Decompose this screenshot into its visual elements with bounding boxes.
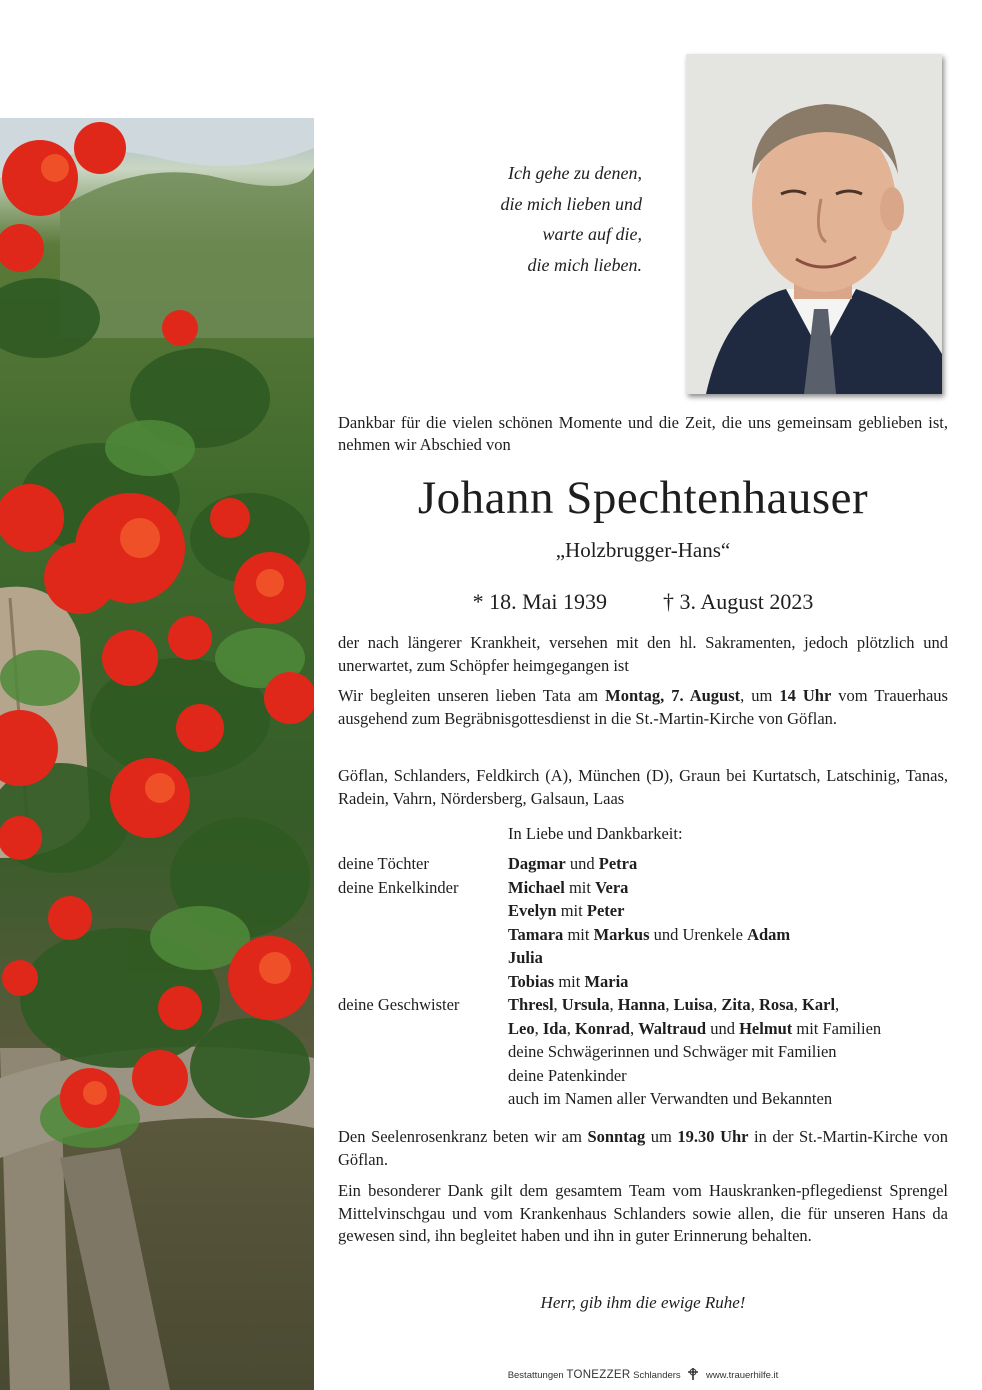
passing-text: der nach längerer Krankheit, versehen mit den hl. Sakramenten, jedoch plötzlich und unerwartet, zum Schöpfer heimgegangen ist [338, 633, 948, 675]
family-row [338, 852, 948, 876]
connector-text: mit [554, 971, 585, 991]
person-name: Thresl [508, 995, 554, 1014]
relation-label: deine Töchter [338, 854, 429, 873]
person-name: Dagmar [508, 854, 566, 873]
connector-text: mit [556, 901, 587, 920]
in-laws-text: deine Schwägerinnen und Schwäger mit Familien [508, 1042, 837, 1061]
death-date: † 3. August 2023 [663, 589, 814, 614]
relation-names [508, 970, 948, 994]
person-name: Evelyn [508, 901, 557, 920]
connector-text: und [565, 854, 599, 873]
connector-text: , [566, 1018, 575, 1038]
person-name: Ursula [561, 995, 610, 1014]
intro-text: Dankbar für die vielen schönen Momente und die Zeit, die uns gemeinsam geblieben ist, nehmen wir Abschied von [338, 413, 948, 454]
funeral-text-part: , um [740, 686, 780, 705]
person-name: Julia [508, 948, 543, 967]
person-name: Petra [598, 854, 638, 873]
relation-names [508, 946, 948, 970]
person-name: Ida [542, 1018, 567, 1038]
funeral-text-part: Wir begleiten unseren lieben Tata am [338, 686, 606, 705]
connector-text: , [553, 995, 562, 1014]
rosary-text-part: in der St.-Martin-Kirche von Göflan. [338, 1127, 948, 1169]
family-row [338, 923, 948, 947]
places-text: Göflan, Schlanders, Feldkirch (A), München (D), Graun bei Kurtatsch, Latschinig, Tanas, Radein, Vahrn, Nördersberg, Galsaun, Laas [338, 766, 948, 808]
poem-line: warte auf die, [542, 224, 642, 244]
relation-label: deine Geschwister [338, 995, 460, 1014]
family-row [338, 946, 948, 970]
person-name: Luisa [673, 995, 714, 1014]
funeral-text-part: vom Trauerhaus ausgehend zum Begräbnisgottesdienst in die St.-Martin-Kirche von Göflan. [338, 686, 948, 728]
connector-text: , [665, 995, 674, 1014]
connector-text: , [793, 995, 803, 1014]
connector-text: mit [563, 924, 594, 944]
relation-names [508, 923, 948, 947]
poem-line: die mich lieben und [500, 193, 642, 214]
life-dates [338, 588, 948, 616]
connector-text: , [835, 995, 840, 1014]
footer-suffix: Schlanders [633, 1370, 681, 1382]
person-name: Michael [508, 877, 565, 897]
rosary-text-part: um [645, 1127, 678, 1146]
poem-line: die mich lieben. [527, 254, 642, 275]
person-name: Peter [586, 901, 625, 920]
person-name: Tobias [508, 971, 555, 991]
poem [430, 158, 642, 280]
rosary-text-part: Den Seelenrosenkranz beten wir am [338, 1127, 588, 1146]
relation-label: deine Enkelkinder [338, 877, 459, 897]
person-name: Markus [593, 924, 650, 944]
person-name: Waltraud [638, 1018, 707, 1038]
relation-names [508, 852, 948, 876]
connector-text: mit [564, 877, 596, 897]
person-name: Konrad [574, 1018, 630, 1038]
relation-names [508, 876, 948, 900]
person-name: Adam [747, 924, 791, 944]
family-row [338, 1017, 948, 1041]
footer-website[interactable]: www.trauerhilfe.it [705, 1370, 779, 1382]
person-name: Leo [508, 1018, 535, 1038]
poem-line: Ich gehe zu denen, [508, 163, 642, 183]
footer [338, 1368, 948, 1383]
family-row [338, 993, 948, 1017]
connector-text: und [706, 1018, 740, 1038]
person-name: Tamara [508, 924, 564, 944]
rosary-time: 19.30 Uhr [677, 1127, 749, 1146]
connector-text: , [629, 1018, 639, 1038]
footer-prefix: Bestattungen [507, 1370, 564, 1382]
birth-date: * 18. Mai 1939 [472, 589, 608, 614]
footer-brand: TONEZZER [566, 1369, 631, 1382]
person-name: Zita [721, 995, 751, 1014]
connector-text: , [750, 995, 759, 1014]
thanks-text: Ein besonderer Dank gilt dem gesamtem Team vom Hauskranken-pflegedienst Sprengel Mittelvinschgau und vom Krankenhaus Schlanders sowie allen, die für unseren Hans da gewesen sind, ihn begleitet haben und ihn in guter Erinnerung behalten. [338, 1181, 948, 1245]
relation-names [508, 1017, 948, 1041]
funeral-day: Montag, 7. August [605, 686, 741, 705]
funeral-time: 14 Uhr [779, 686, 832, 705]
family-row [338, 899, 948, 923]
relation-names [508, 899, 948, 923]
rosary-text [338, 1126, 948, 1171]
rosary-day: Sonntag [587, 1127, 646, 1146]
family-row [338, 1040, 948, 1064]
person-name: Helmut [739, 1018, 793, 1038]
portrait-photo [686, 54, 942, 394]
relation-names [508, 993, 948, 1017]
closing-prayer: Herr, gib ihm die ewige Ruhe! [540, 1293, 746, 1312]
family-row [338, 876, 948, 900]
connector-text: mit Familien [792, 1018, 882, 1038]
connector-text: , [713, 995, 722, 1014]
family-row [338, 970, 948, 994]
geranium-illustration [0, 118, 314, 1390]
deceased-nickname: „Holzbrugger-Hans“ [555, 538, 731, 562]
godchildren-text: deine Patenkinder [508, 1065, 627, 1085]
connector-text: , [609, 995, 618, 1014]
cross-logo-icon [686, 1368, 700, 1383]
geranium-photo [0, 118, 314, 1390]
connector-text: und Urenkele [649, 924, 748, 944]
family-heading: In Liebe und Dankbarkeit: [508, 824, 683, 843]
person-name: Vera [595, 877, 629, 897]
person-name: Hanna [617, 995, 666, 1014]
funeral-text [338, 685, 948, 730]
connector-text: , [534, 1018, 543, 1038]
deceased-name: Johann Spechtenhauser [417, 472, 869, 524]
person-name: Maria [584, 971, 629, 991]
family-list [338, 852, 948, 1111]
person-name: Rosa [758, 995, 794, 1014]
portrait-illustration [686, 54, 942, 394]
family-row [338, 1064, 948, 1088]
family-row [338, 1087, 948, 1111]
relatives-text: auch im Namen aller Verwandten und Bekannten [508, 1089, 833, 1108]
person-name: Karl [802, 995, 836, 1014]
